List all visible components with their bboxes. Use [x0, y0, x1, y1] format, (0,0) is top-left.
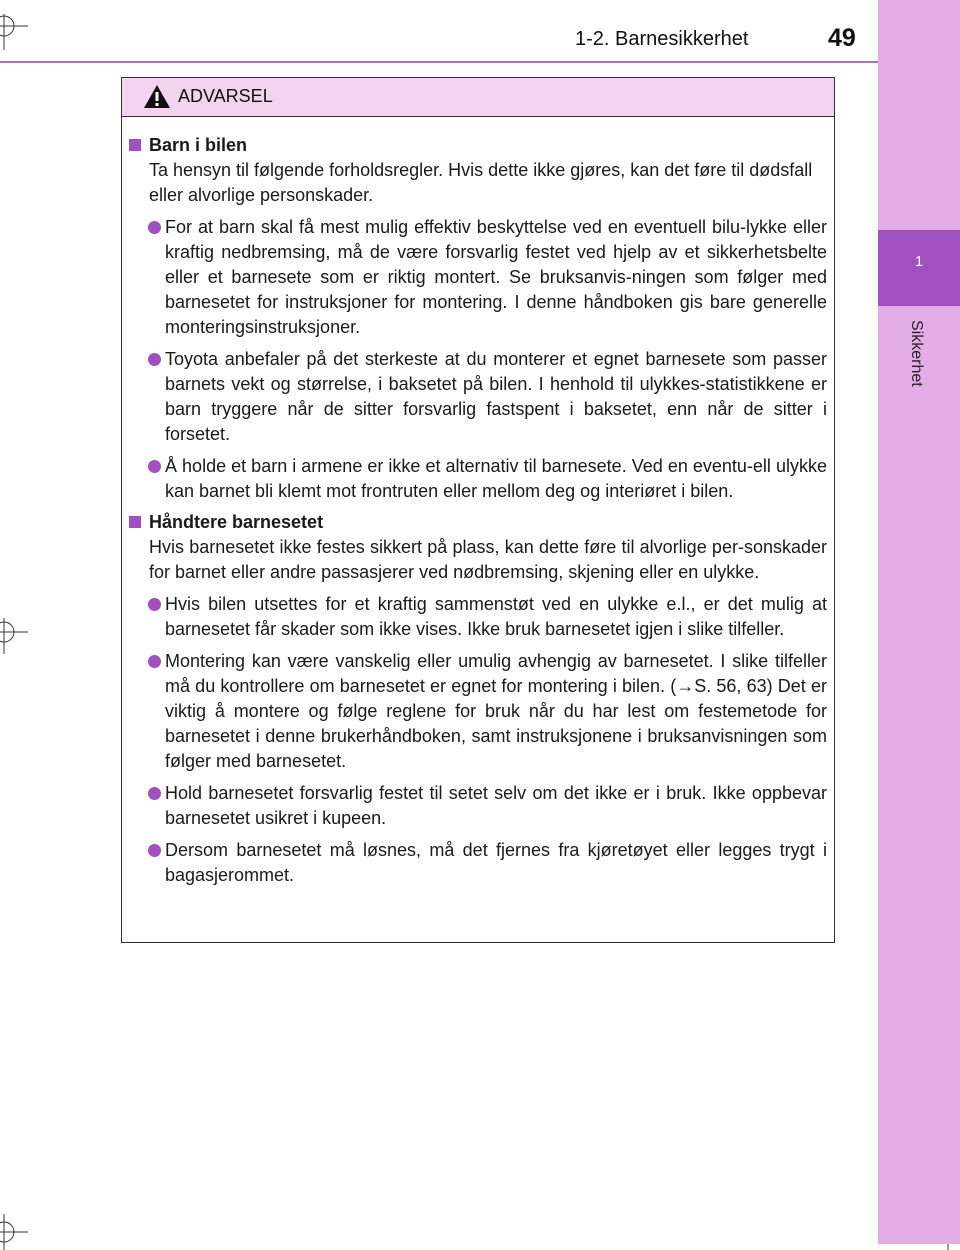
list-item-text: Hvis bilen utsettes for et kraftig sammenstøt ved en ulykke e.l., er det mulig at barnesetet får skader som ikke vises. Ikke bruk barnesetet igjen i slike tilfeller.: [165, 594, 827, 639]
list-item: [127, 649, 827, 774]
bullet-dot-icon: [148, 787, 161, 800]
side-tab-strip: [878, 0, 960, 1244]
page-number: 49: [828, 24, 856, 52]
section-intro: Hvis barnesetet ikke festes sikkert på plass, kan dette føre til alvorlige per-sonskader for barnet eller andre passasjerer ved nødbremsing, skjening eller en ulykke.: [149, 537, 827, 582]
crop-mark-icon: [0, 618, 28, 654]
warning-header: [122, 78, 834, 117]
bullet-dot-icon: [148, 655, 161, 668]
list-item: [127, 781, 827, 831]
bullet-dot-icon: [148, 598, 161, 611]
bullet-dot-icon: [148, 221, 161, 234]
header-rule: [0, 61, 878, 63]
chapter-number: 1: [914, 253, 924, 270]
section-title-text: Barn i bilen: [149, 135, 248, 155]
list-item: [127, 454, 827, 504]
section-heading: 1-2. Barnesikkerhet: [575, 28, 749, 50]
bullet-dot-icon: [148, 353, 161, 366]
crop-mark-icon: [0, 14, 28, 50]
bullet-dot-icon: [148, 460, 161, 473]
list-item-text: Dersom barnesetet må løsnes, må det fjernes fra kjøretøyet eller legges trygt i bagasjerommet.: [165, 840, 827, 885]
section-title: [127, 510, 827, 535]
square-bullet-icon: [129, 516, 141, 528]
warning-box: [121, 77, 835, 943]
list-item: [127, 215, 827, 340]
chapter-label-tab: [878, 320, 960, 440]
warning-content: [127, 133, 827, 888]
list-item: [127, 592, 827, 642]
chapter-label: Sikkerhet: [908, 320, 925, 387]
section-title-text: Håndtere barnesetet: [149, 512, 324, 532]
warning-title: ADVARSEL: [178, 86, 273, 106]
list-item-text: Montering kan være vanskelig eller umulig avhengig av barnesetet. I slike tilfeller må du kontrollere om barnesetet er egnet for montering i bilen. (→S. 56, 63) Det er viktig å montere og følge reglene for bruk når du har lest om festemetode for barnesetet i denne brukerhåndboken, samt instruksjonene i bruksanvisningen som følger med barnesetet.: [165, 651, 827, 771]
list-item: [127, 838, 827, 888]
section-intro: Ta hensyn til følgende forholdsregler. Hvis dette ikke gjøres, kan det føre til dødsfall eller alvorlige personskader.: [149, 160, 813, 205]
list-item-text: Hold barnesetet forsvarlig festet til setet selv om det ikke er i bruk. Ikke oppbevar barnesetet usikret i kupeen.: [165, 783, 827, 828]
warning-triangle-icon: [143, 84, 171, 109]
list-item-text: Å holde et barn i armene er ikke et alternativ til barnesete. Ved en eventu-ell ulykke kan barnet bli klemt mot frontruten eller mellom deg og interiøret i bilen.: [165, 456, 827, 501]
bullet-dot-icon: [148, 844, 161, 857]
crop-mark-icon: [0, 1214, 28, 1250]
list-item: [127, 347, 827, 447]
chapter-tab: [878, 230, 960, 306]
square-bullet-icon: [129, 139, 141, 151]
list-item-text: For at barn skal få mest mulig effektiv beskyttelse ved en eventuell bilu-lykke eller kraftig nedbremsing, må de være forsvarlig festet ved hjelp av et sikkerhetsbelte eller et barnesete som er riktig montert. Se bruksanvis-ningen som følger med barnesetet for instruksjoner for montering. I denne håndboken gis bare generelle monteringsinstruksjoner.: [165, 217, 827, 337]
section-title: [127, 133, 827, 158]
list-item-text: Toyota anbefaler på det sterkeste at du monterer et egnet barnesete som passer barnets vekt og størrelse, i baksetet på bilen. I henhold til ulykkes-statistikkene er barn tryggere når de sitter forsvarlig fastspent i baksetet, enn når de sitter i forsetet.: [165, 349, 827, 444]
